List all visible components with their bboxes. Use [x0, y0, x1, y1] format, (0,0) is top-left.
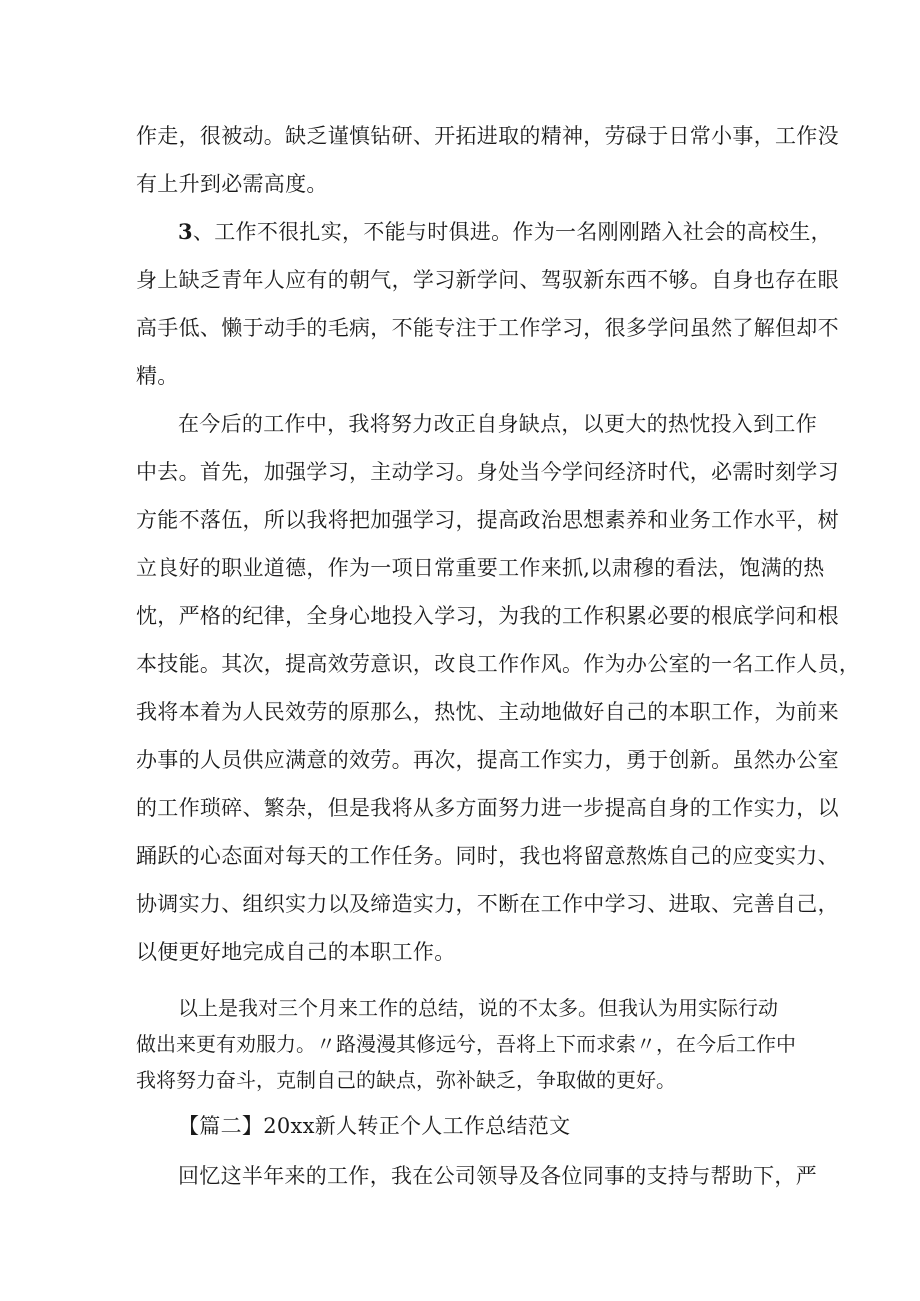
point-text: 、工作不很扎实，不能与时俱进。作为一名刚刚踏入社会的高校生，: [192, 220, 832, 244]
text-line: 以便更好地完成自己的本职工作。: [136, 940, 456, 964]
text-line: 协调实力、组织实力以及缔造实力，不断在工作中学习、进取、完善自己，: [136, 892, 839, 916]
text-line: 作走，很被动。缺乏谨慎钻研、开拓进取的精神，劳碌于日常小事，工作没: [136, 124, 839, 148]
text-line: 有上升到必需高度。: [136, 172, 328, 196]
text-line: 精。: [136, 364, 179, 388]
text-line: 回忆这半年来的工作，我在公司领导及各位同事的支持与帮助下，严: [178, 1164, 817, 1188]
text-line: 忱，严格的纪律，全身心地投入学习，为我的工作积累必要的根底学问和根: [136, 604, 839, 628]
point-3-first-line: [178, 218, 832, 246]
text-line: 在今后的工作中，我将努力改正自身缺点，以更大的热忱投入到工作: [178, 412, 817, 436]
text-line: 的工作琐碎、繁杂，但是我将从多方面努力进一步提高自身的工作实力，以: [136, 796, 839, 820]
point-number: 3: [178, 219, 193, 244]
text-line: 我将本着为人民效劳的原那么，热忱、主动地做好自己的本职工作，为前来: [136, 700, 839, 724]
text-line: 方能不落伍，所以我将把加强学习，提高政治思想素养和业务工作水平，树: [136, 508, 839, 532]
text-line: 做出来更有劝服力。〃路漫漫其修远兮，吾将上下而求索〃，在今后工作中: [136, 1032, 796, 1056]
text-line: 踊跃的心态面对每天的工作任务。同时，我也将留意熬炼自己的应变实力、: [136, 844, 839, 868]
section-heading: 【篇二】20xx新人转正个人工作总结范文: [178, 1114, 571, 1138]
text-line: 办事的人员供应满意的效劳。再次，提高工作实力，勇于创新。虽然办公室: [136, 748, 839, 772]
text-line: 中去。首先，加强学习，主动学习。身处当今学问经济时代，必需时刻学习: [136, 460, 839, 484]
text-line: 本技能。其次，提高效劳意识，改良工作作风。作为办公室的一名工作人员，: [136, 652, 861, 676]
text-line: 以上是我对三个月来工作的总结，说的不太多。但我认为用实际行动: [178, 996, 778, 1020]
text-line: 我将努力奋斗，克制自己的缺点，弥补缺乏，争取做的更好。: [136, 1068, 676, 1092]
text-line: 高手低、懒于动手的毛病，不能专注于工作学习，很多学问虽然了解但却不: [136, 316, 839, 340]
text-line: 立良好的职业道德，作为一项日常重要工作来抓,以肃穆的看法，饱满的热: [136, 556, 825, 580]
text-line: 身上缺乏青年人应有的朝气，学习新学问、驾驭新东西不够。自身也存在眼: [136, 268, 839, 292]
